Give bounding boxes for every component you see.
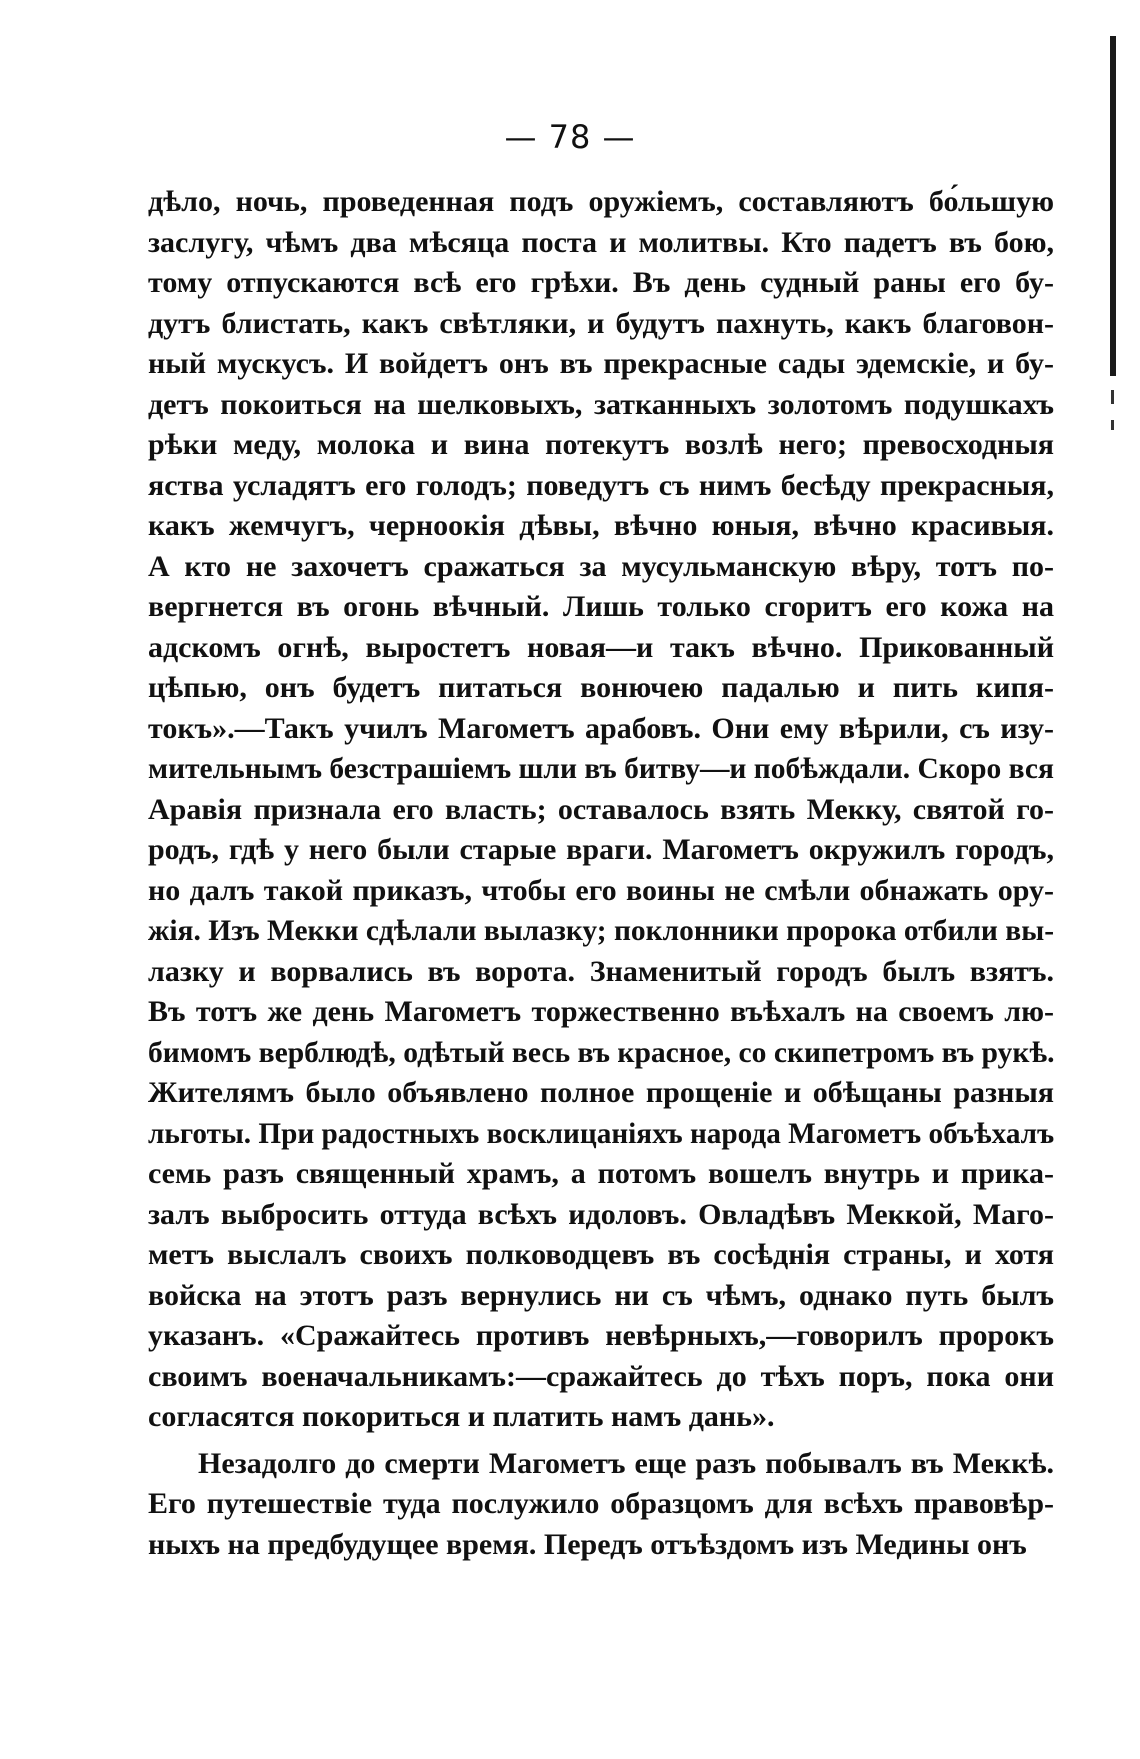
page-number: — 78 — xyxy=(504,118,636,156)
text-line: А кто не захочетъ сражаться за мусульманскую вѣру, тотъ по- xyxy=(148,549,1054,583)
text-line: Аравія признала его власть; оставалось взять Мекку, святой го- xyxy=(148,792,1054,826)
text-line: вергнется въ огонь вѣчный. Лишь только сгоритъ его кожа на xyxy=(148,590,1054,623)
text-line: рѣки меду, молока и вина потекутъ возлѣ него; превосходныя xyxy=(148,428,1054,461)
text-line: Жителямъ было объявлено полное прощеніе и обѣщаны разныя xyxy=(148,1076,1054,1109)
text-line: тому отпускаются всѣ его грѣхи. Въ день судный раны его бу- xyxy=(148,266,1054,299)
text-line: залъ выбросить оттуда всѣхъ идоловъ. Овладѣвъ Меккой, Маго- xyxy=(148,1197,1054,1231)
text-line: родъ, гдѣ у него были старые враги. Магометъ окружилъ городъ, xyxy=(148,833,1054,866)
paragraph xyxy=(148,1444,1054,1566)
text-line: но далъ такой приказъ, чтобы его воины не смѣли обнажать ору- xyxy=(148,873,1054,907)
text-line: токъ».—Такъ училъ Магометъ арабовъ. Они ему вѣрили, съ изу- xyxy=(148,711,1054,745)
text-line: своимъ военачальникамъ:—сражайтесь до тѣхъ поръ, пока они xyxy=(148,1359,1054,1393)
text-line: какъ жемчугъ, черноокія дѣвы, вѣчно юныя, вѣчно красивыя. xyxy=(148,509,1054,542)
text-line: мительнымъ безстрашіемъ шли въ битву—и побѣждали. Скоро вся xyxy=(148,752,1054,785)
page-edge-mark xyxy=(1111,390,1114,404)
page-edge-mark xyxy=(1111,420,1114,430)
text-line: Незадолго до смерти Магометъ еще разъ побывалъ въ Меккѣ. xyxy=(198,1446,1054,1480)
text-line: метъ выслалъ своихъ полководцевъ въ сосѣднія страны, и хотя xyxy=(148,1238,1054,1271)
text-line: яства усладятъ его голодъ; поведутъ съ нимъ бесѣду прекрасныя, xyxy=(148,468,1054,502)
text-line: адскомъ огнѣ, выростетъ новая—и такъ вѣчно. Прикованный xyxy=(148,630,1054,664)
text-line: льготы. При радостныхъ восклицаніяхъ народа Магометъ объѣхалъ xyxy=(148,1116,1055,1150)
text-line: бимомъ верблюдѣ, одѣтый весь въ красное, со скипетромъ въ рукѣ. xyxy=(148,1035,1055,1069)
text-line: ный мускусъ. И войдетъ онъ въ прекрасные сады эдемскіе, и бу- xyxy=(148,347,1054,380)
text-line: Его путешествіе туда послужило образцомъ для всѣхъ правовѣр- xyxy=(148,1487,1054,1520)
text-line: войска на этотъ разъ вернулись ни съ чѣмъ, однако путь былъ xyxy=(148,1278,1054,1312)
page-edge-shadow xyxy=(1110,36,1116,376)
text-line: детъ покоиться на шелковыхъ, затканныхъ золотомъ подушкахъ xyxy=(148,387,1054,421)
text-line: заслугу, чѣмъ два мѣсяца поста и молитвы. Кто падетъ въ бою, xyxy=(148,225,1054,259)
text-line: жія. Изъ Мекки сдѣлали вылазку; поклонники пророка отбили вы- xyxy=(148,914,1055,947)
text-line: согласятся покориться и платить намъ дань». xyxy=(148,1400,775,1433)
text-line: дѣло, ночь, проведенная подъ оружіемъ, составляютъ бо́льшую xyxy=(148,185,1054,218)
text-line: лазку и ворвались въ ворота. Знаменитый городъ былъ взятъ. xyxy=(148,954,1054,988)
body-text xyxy=(148,182,1054,1565)
text-line: дутъ блистать, какъ свѣтляки, и будутъ пахнуть, какъ благовон- xyxy=(148,306,1054,340)
text-line: указанъ. «Сражайтесь противъ невѣрныхъ,—говорилъ пророкъ xyxy=(148,1319,1054,1352)
text-line: Въ тотъ же день Магометъ торжественно въѣхалъ на своемъ лю- xyxy=(148,995,1054,1028)
text-line: цѣпью, онъ будетъ питаться вонючею падалью и пить кипя- xyxy=(148,671,1054,704)
paragraph xyxy=(148,182,1054,1438)
text-line: ныхъ на предбудущее время. Передъ отъѣздомъ изъ Медины онъ xyxy=(148,1527,1027,1561)
text-line: семь разъ священный храмъ, а потомъ вошелъ внутрь и прика- xyxy=(148,1157,1054,1190)
